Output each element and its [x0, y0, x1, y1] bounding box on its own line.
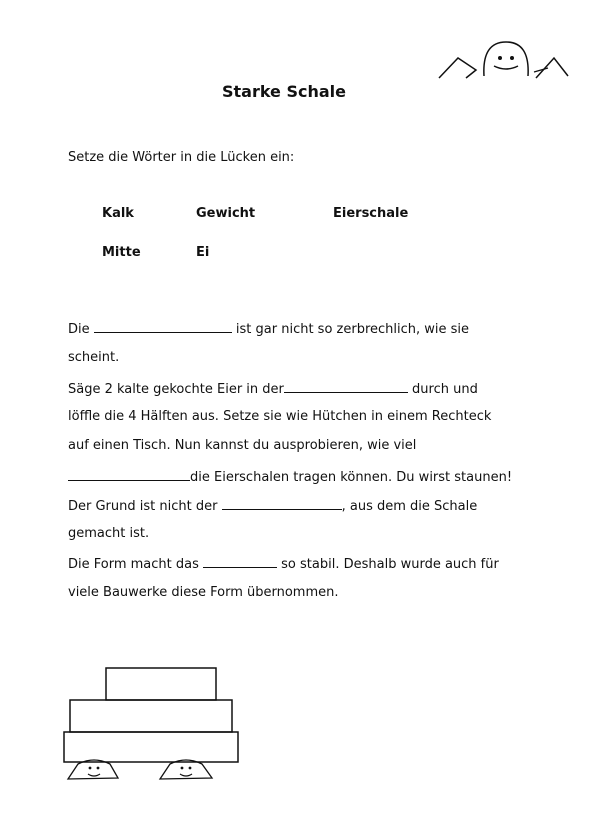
- text-line: Der Grund ist nicht der , aus dem die Schale: [68, 499, 478, 514]
- text-line: Die Form macht das so stabil. Deshalb wurde auch für: [68, 557, 499, 572]
- text-line: scheint.: [68, 350, 120, 365]
- instruction-text: Setze die Wörter in die Lücken ein:: [68, 150, 295, 165]
- word-bank-item: Mitte: [102, 245, 141, 260]
- egg-shells-books-illustration: [58, 664, 248, 790]
- word-bank-item: Eierschale: [333, 206, 409, 221]
- text-line: die Eierschalen tragen können. Du wirst staunen!: [68, 468, 512, 485]
- blank-field[interactable]: [222, 497, 342, 510]
- blank-field[interactable]: [68, 468, 190, 481]
- word-bank-item: Ei: [196, 245, 210, 260]
- word-bank-item: Kalk: [102, 206, 134, 221]
- text-line: gemacht ist.: [68, 526, 150, 541]
- text-line: Die ist gar nicht so zerbrechlich, wie sie: [68, 322, 470, 337]
- blank-field[interactable]: [94, 320, 232, 333]
- page-title: Starke Schale: [221, 82, 347, 101]
- text-line: viele Bauwerke diese Form übernommen.: [68, 585, 339, 600]
- text-line: Säge 2 kalte gekochte Eier in der durch und: [68, 382, 478, 397]
- word-bank-item: Gewicht: [196, 206, 256, 221]
- text-line: löffle die 4 Hälften aus. Setze sie wie Hütchen in einem Rechteck: [68, 409, 492, 424]
- egg-character-icon: [436, 38, 571, 83]
- blank-field[interactable]: [203, 555, 277, 568]
- text-line: auf einen Tisch. Nun kannst du ausprobieren, wie viel: [68, 438, 417, 453]
- blank-field[interactable]: [284, 380, 408, 393]
